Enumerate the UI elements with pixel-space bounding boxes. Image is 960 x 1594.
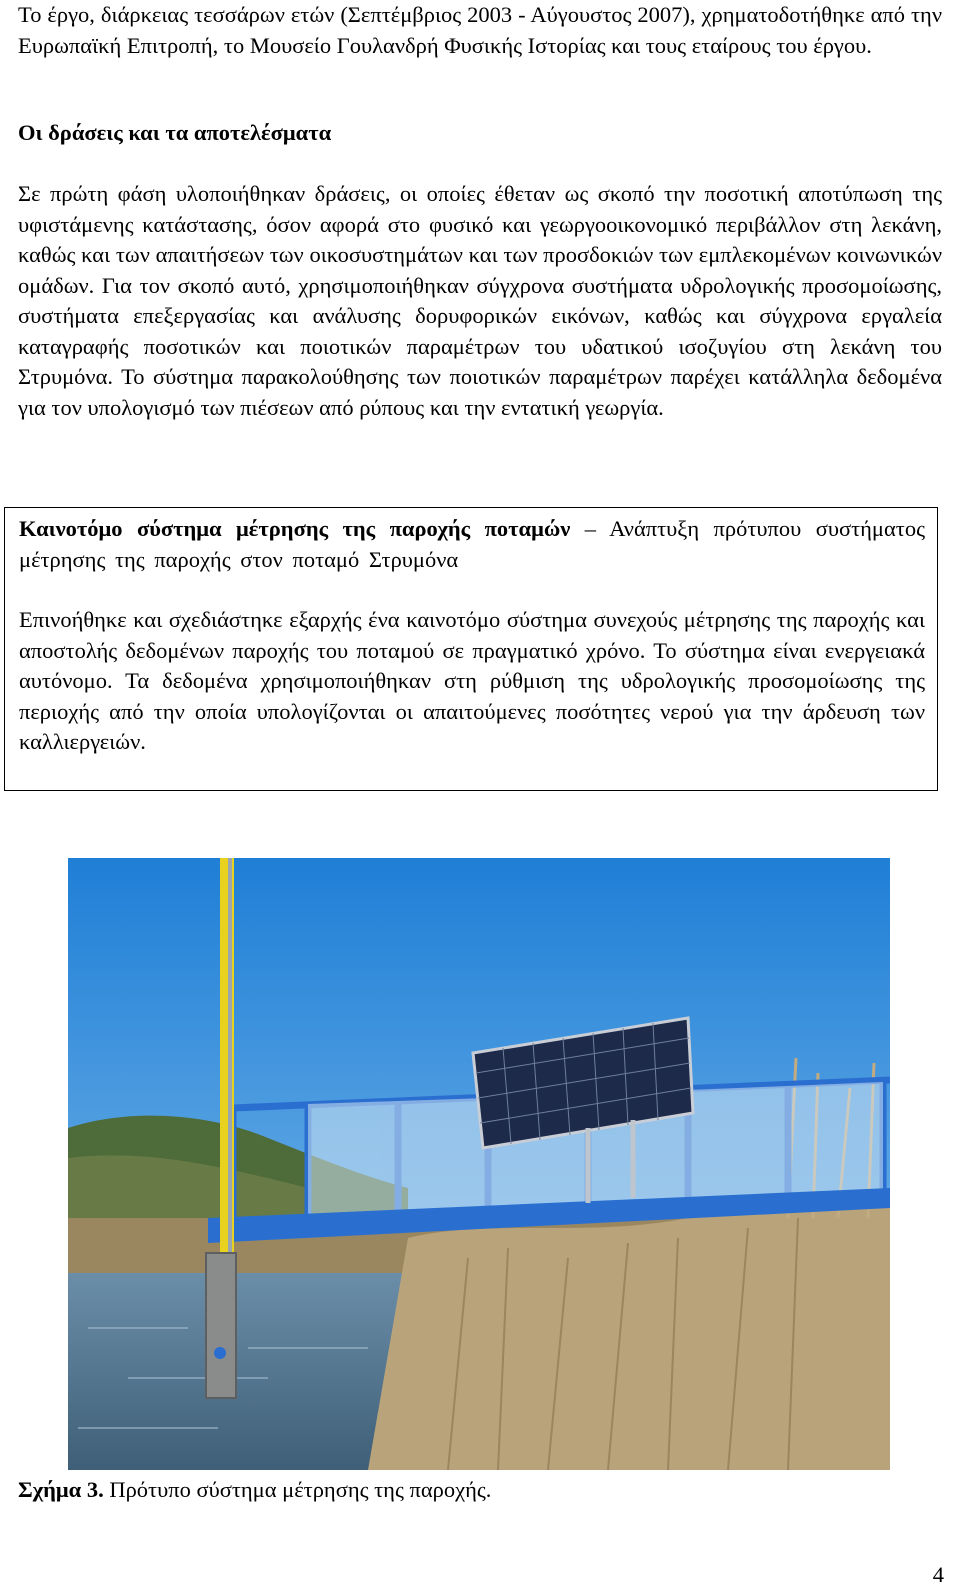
page-number: 4 (932, 1562, 944, 1587)
figure-caption (18, 1475, 491, 1505)
reeds (368, 1198, 890, 1470)
highlight-box (4, 507, 938, 791)
box-title (19, 514, 925, 575)
box-title-rest: – Ανάπτυξη πρότυπου συστήματος μέτρησης της παροχής στον ποταμό Στρυμόνα (19, 516, 925, 572)
figure-caption-text: Πρότυπο σύστημα μέτρησης της παροχής. (103, 1477, 492, 1502)
box-body-paragraph: Επινοήθηκε και σχεδιάστηκε εξαρχής ένα καινοτόμο σύστημα συνεχούς μέτρησης της παροχής και αποστολής δεδομένων παροχής του ποταμού σε πραγματικό χρόνο. Το σύστημα είναι ενεργειακά αυτόνομο. Τα δεδομένα χρησιμοποιήθηκαν στη ρύθμιση της υδρολογικής προσομοίωσης της περιοχής από την οποία υπολογίζονται οι απαιτούμενες ποσότητες νερού για την άρδευση των καλλιεργειών. (19, 607, 925, 754)
photo-illustration (68, 858, 890, 1470)
intro-paragraph: Το έργο, διάρκειας τεσσάρων ετών (Σεπτέμβριος 2003 - Αύγουστος 2007), χρηματοδοτήθηκε από την Ευρωπαϊκή Επιτροπή, το Μουσείο Γουλανδρή Φυσικής Ιστορίας και τους εταίρους του έργου. (18, 2, 942, 58)
river-flow-station-photo (68, 858, 890, 1470)
section-body-paragraph: Σε πρώτη φάση υλοποιήθηκαν δράσεις, οι οποίες έθεταν ως σκοπό την ποσοτική αποτύπωση της υφιστάμενης κατάστασης, όσον αφορά στο φυσικό και γεωργοοικονομικό περιβάλλον στη λεκάνη, καθώς και των απαιτήσεων των οικοσυστημάτων και των προσδοκιών των εμπλεκομένων κοινωνικών ομάδων. Για τον σκοπό αυτό, χρησιμοποιήθηκαν σύγχρονα συστήματα υδρολογικής προσομοίωσης, συστήματα επεξεργασίας και ανάλυσης δορυφορικών εικόνων, καθώς και σύγχρονα εργαλεία καταγραφής ποσοτικών και ποιοτικών παραμέτρων του υδατικού ισοζυγίου στη λεκάνη του Στρυμόνα. Το σύστημα παρακολούθησης των ποιοτικών παραμέτρων παρέχει κατάλληλα δεδομένα για τον υπολογισμό των πιέσεων από ρύπους και την εντατική γεωργία. (18, 181, 942, 420)
box-title-bold: Καινοτόμο σύστημα μέτρησης της παροχής ποταμών (19, 516, 571, 541)
figure-label: Σχήμα 3. (18, 1477, 104, 1502)
section-heading: Οι δράσεις και τα αποτελέσματα (18, 120, 332, 145)
